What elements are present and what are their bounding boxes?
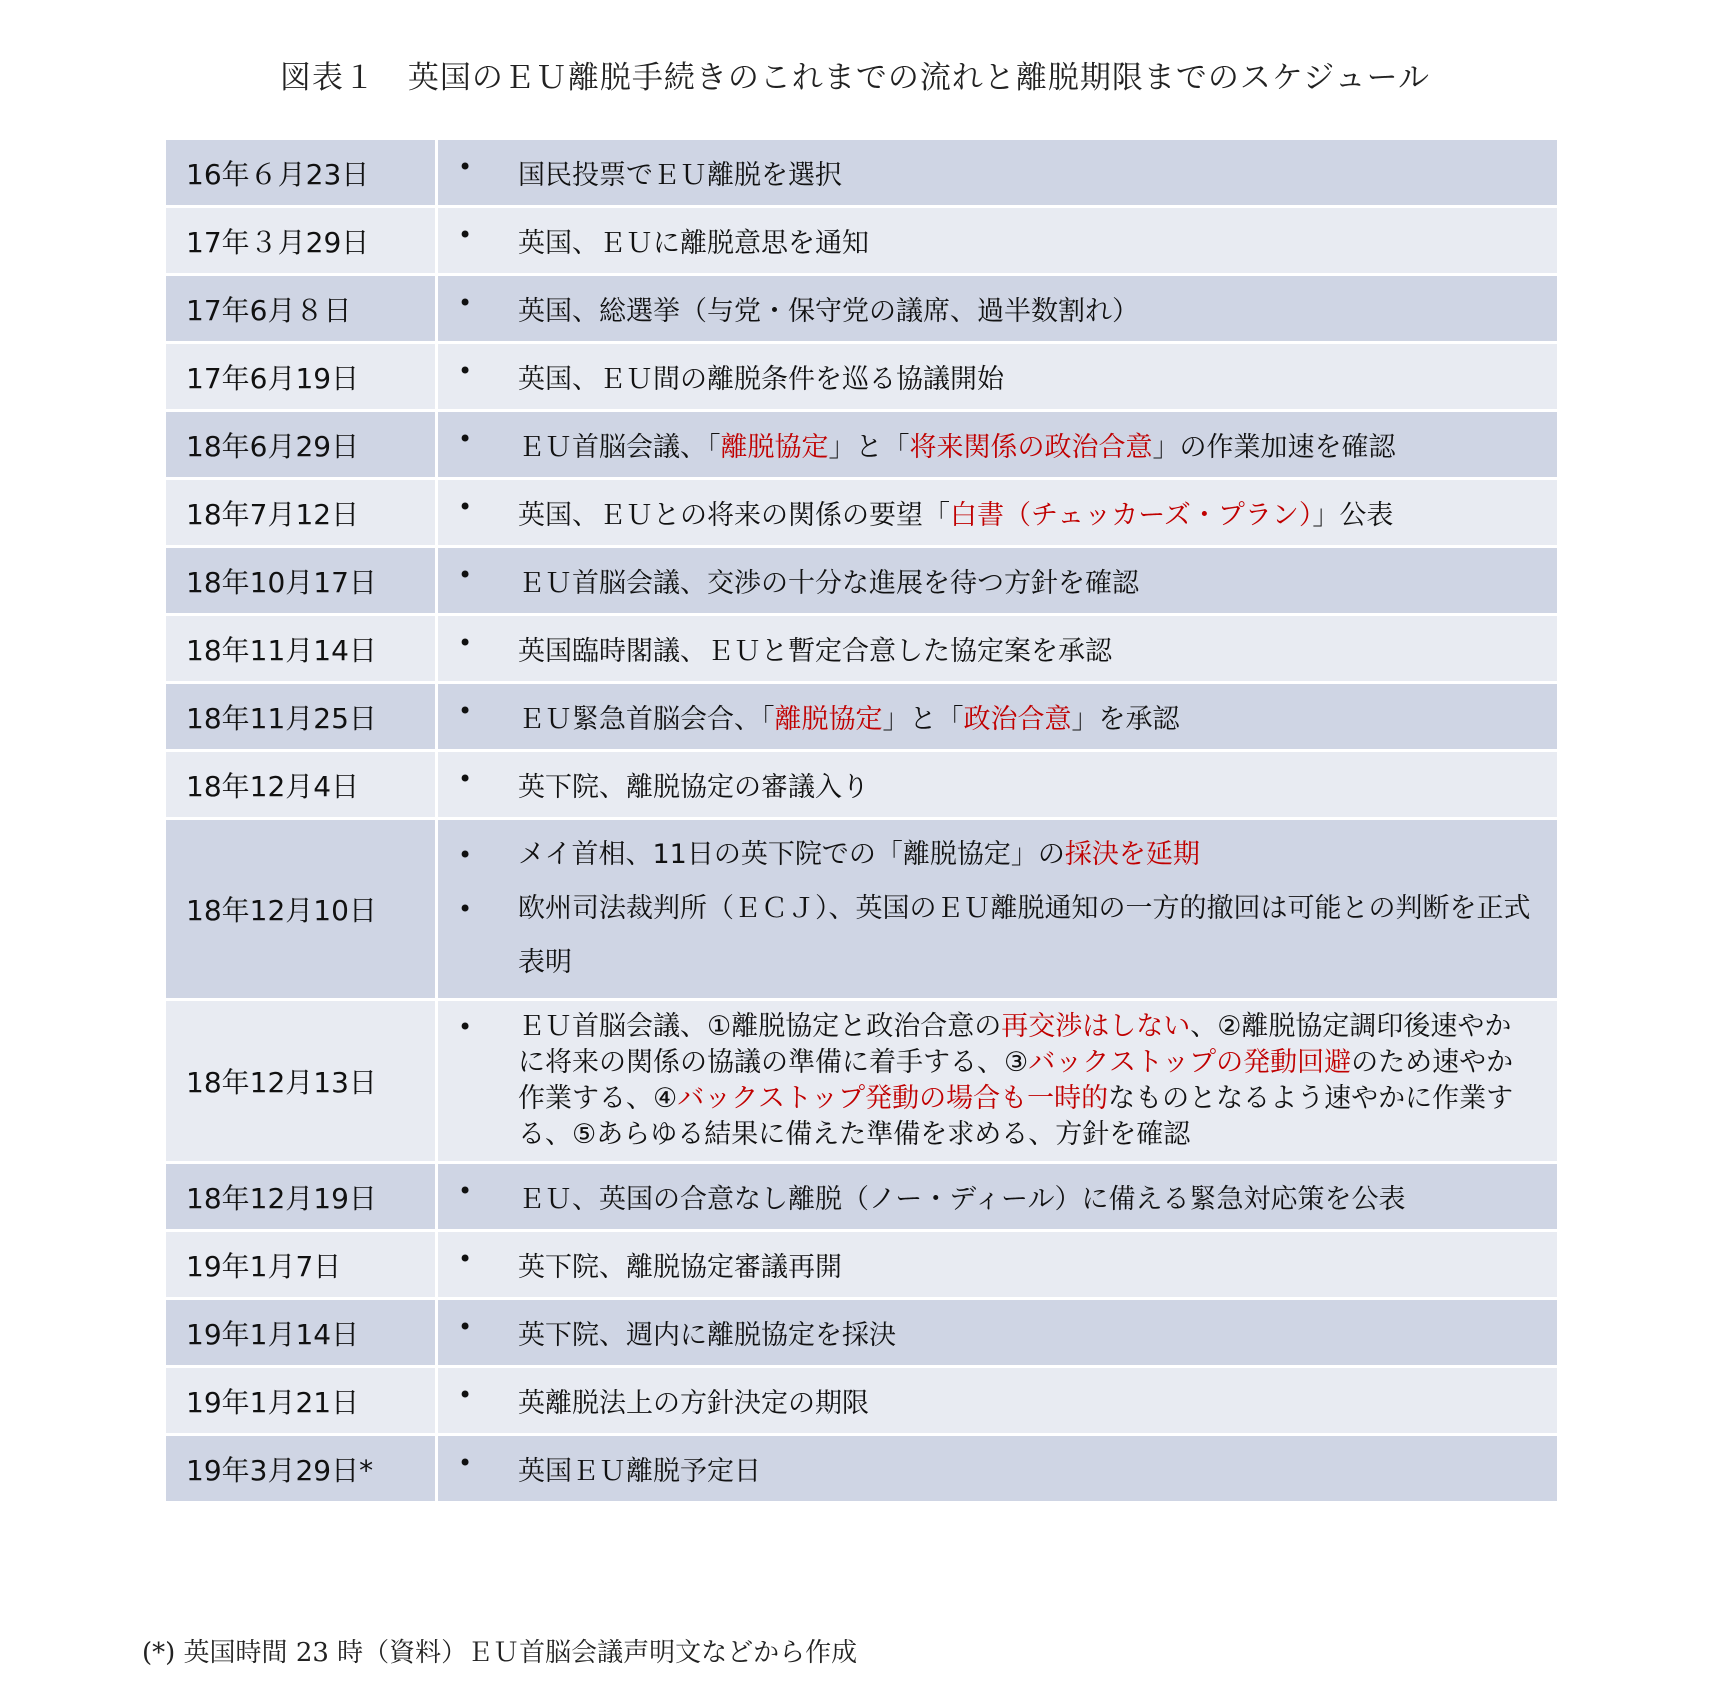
bullet-icon: • <box>458 841 473 869</box>
row-date: 17年6月19日 <box>165 343 437 411</box>
bullet-icon: • <box>458 765 473 793</box>
highlight-text: 離脱協定 <box>720 432 829 463</box>
bullet-icon: • <box>458 1177 473 1205</box>
item-text <box>518 1313 1537 1352</box>
text-segment: メイ首相、11日の英下院での「離脱協定」の <box>518 839 1065 870</box>
table-row <box>165 547 1559 615</box>
bullet-icon: • <box>458 289 473 317</box>
text-segment: 」を承認 <box>1071 704 1180 735</box>
row-date: 18年12月4日 <box>165 751 437 819</box>
list-item <box>438 221 1537 260</box>
item-text <box>518 357 1537 396</box>
text-segment: のため速やか作業する、④ <box>518 1047 1514 1114</box>
footnote: (*) 英国時間 23 時（資料）ＥＵ首脳会議声明文などから作成 <box>142 1638 858 1668</box>
list-item <box>438 561 1537 600</box>
highlight-text: 離脱協定 <box>774 704 883 735</box>
row-description <box>437 275 1559 343</box>
text-segment: 英国、ＥＵ間の離脱条件を巡る協議開始 <box>518 364 1004 395</box>
text-segment: ＥＵ緊急首脳会合、「 <box>518 704 775 735</box>
bullet-icon: • <box>458 357 473 385</box>
row-description <box>437 207 1559 275</box>
timeline-body <box>165 139 1559 1503</box>
table-row <box>165 751 1559 819</box>
item-text <box>518 697 1537 736</box>
row-description <box>437 615 1559 683</box>
row-date: 19年1月21日 <box>165 1367 437 1435</box>
row-description <box>437 411 1559 479</box>
item-text <box>518 882 1537 990</box>
list-item <box>438 153 1537 192</box>
bullet-icon: • <box>458 1313 473 1341</box>
row-description <box>437 139 1559 207</box>
row-description <box>437 683 1559 751</box>
bullet-icon: • <box>458 1449 473 1477</box>
bullet-icon: • <box>458 221 473 249</box>
table-row <box>165 1000 1559 1163</box>
row-date: 18年12月10日 <box>165 819 437 1000</box>
table-row <box>165 1231 1559 1299</box>
highlight-text: 将来関係の政治合意 <box>909 432 1153 463</box>
bullet-icon: • <box>458 895 473 923</box>
row-description <box>437 1299 1559 1367</box>
timeline-table <box>163 137 1560 1504</box>
row-date: 19年1月7日 <box>165 1231 437 1299</box>
row-description <box>437 547 1559 615</box>
table-row <box>165 819 1559 1000</box>
text-segment: 英下院、週内に離脱協定を採決 <box>518 1320 896 1351</box>
text-segment: 」公表 <box>1312 500 1394 531</box>
highlight-text: バックストップの発動回避 <box>1028 1047 1352 1078</box>
item-text <box>518 1381 1537 1420</box>
row-date: 18年7月12日 <box>165 479 437 547</box>
item-text <box>518 493 1537 532</box>
item-text <box>518 765 1537 804</box>
list-item <box>438 1381 1537 1420</box>
row-date: 18年12月19日 <box>165 1163 437 1231</box>
bullet-icon: • <box>458 1013 473 1041</box>
bullet-icon: • <box>458 493 473 521</box>
text-segment: 、②離脱協定調印後速やかに将来の関係の協議の準備に着手する、③ <box>518 1011 1512 1078</box>
text-segment: 英国、ＥＵとの将来の関係の要望「 <box>518 500 950 531</box>
text-segment: 英国、総選挙（与党・保守党の議席、過半数割れ） <box>518 296 1139 327</box>
list-item <box>438 828 1537 882</box>
highlight-text: 採決を延期 <box>1064 839 1200 870</box>
bullet-icon: • <box>458 561 473 589</box>
text-segment: ＥＵ首脳会議、①離脱協定と政治合意の <box>518 1011 1002 1042</box>
row-date: 18年12月13日 <box>165 1000 437 1163</box>
text-segment: ＥＵ首脳会議、「 <box>518 432 721 463</box>
row-date: 17年３月29日 <box>165 207 437 275</box>
figure-title: 図表１ 英国のＥＵ離脱手続きのこれまでの流れと離脱期限までのスケジュール <box>279 60 1431 96</box>
bullet-icon: • <box>458 1245 473 1273</box>
table-row <box>165 275 1559 343</box>
item-text <box>518 153 1537 192</box>
list-item <box>438 629 1537 668</box>
highlight-text: 政治合意 <box>963 704 1072 735</box>
list-item <box>438 493 1537 532</box>
table-row <box>165 1435 1559 1503</box>
row-description <box>437 1435 1559 1503</box>
row-description <box>437 819 1559 1000</box>
list-item <box>438 1449 1537 1488</box>
row-date: 18年11月14日 <box>165 615 437 683</box>
item-text <box>518 561 1537 600</box>
text-segment: 英国ＥＵ離脱予定日 <box>518 1456 761 1487</box>
table-row <box>165 683 1559 751</box>
row-description <box>437 1231 1559 1299</box>
table-row <box>165 411 1559 479</box>
text-segment: 英離脱法上の方針決定の期限 <box>518 1388 869 1419</box>
row-date: 18年10月17日 <box>165 547 437 615</box>
row-date: 18年6月29日 <box>165 411 437 479</box>
text-segment: 英下院、離脱協定の審議入り <box>518 772 869 803</box>
list-item <box>438 357 1537 396</box>
highlight-text: バックストップ発動の場合も一時的 <box>677 1083 1109 1114</box>
list-item <box>438 425 1537 464</box>
bullet-icon: • <box>458 1381 473 1409</box>
table-row <box>165 139 1559 207</box>
bullet-icon: • <box>458 425 473 453</box>
list-item <box>438 289 1537 328</box>
row-description <box>437 343 1559 411</box>
table-row <box>165 615 1559 683</box>
list-item <box>438 882 1537 990</box>
table-row <box>165 207 1559 275</box>
list-item <box>438 1009 1537 1153</box>
table-row <box>165 1367 1559 1435</box>
bullet-icon: • <box>458 153 473 181</box>
text-segment: 欧州司法裁判所（ＥＣＪ）、英国のＥＵ離脱通知の一方的撤回は可能との判断を正式表明 <box>518 893 1531 978</box>
highlight-text: 再交渉はしない <box>1001 1011 1191 1042</box>
text-segment: 英国、ＥＵに離脱意思を通知 <box>518 228 869 259</box>
bullet-icon: • <box>458 697 473 725</box>
item-text <box>518 1449 1537 1488</box>
row-date: 18年11月25日 <box>165 683 437 751</box>
table-row <box>165 479 1559 547</box>
text-segment: 」と「 <box>828 432 910 463</box>
text-segment: 国民投票でＥＵ離脱を選択 <box>518 160 842 191</box>
highlight-text: 白書（チェッカーズ・プラン） <box>950 500 1313 531</box>
item-text <box>518 629 1537 668</box>
table-row <box>165 343 1559 411</box>
text-segment: 」と「 <box>882 704 964 735</box>
item-text <box>518 828 1537 882</box>
row-description <box>437 1163 1559 1231</box>
item-text <box>518 1177 1537 1216</box>
row-description <box>437 479 1559 547</box>
list-item <box>438 697 1537 736</box>
row-date: 16年６月23日 <box>165 139 437 207</box>
item-text <box>518 1009 1537 1153</box>
item-text <box>518 1245 1537 1284</box>
text-segment: ＥＵ、英国の合意なし離脱（ノー・ディール）に備える緊急対応策を公表 <box>518 1184 1406 1215</box>
text-segment: 英国臨時閣議、ＥＵと暫定合意した協定案を承認 <box>518 636 1112 667</box>
table-row <box>165 1299 1559 1367</box>
text-segment: ＥＵ首脳会議、交渉の十分な進展を待つ方針を確認 <box>518 568 1139 599</box>
text-segment: 」の作業加速を確認 <box>1152 432 1396 463</box>
list-item <box>438 1313 1537 1352</box>
item-text <box>518 289 1537 328</box>
list-item <box>438 1245 1537 1284</box>
row-date: 17年6月８日 <box>165 275 437 343</box>
list-item <box>438 765 1537 804</box>
row-date: 19年1月14日 <box>165 1299 437 1367</box>
row-description <box>437 1367 1559 1435</box>
row-description <box>437 751 1559 819</box>
text-segment: 英下院、離脱協定審議再開 <box>518 1252 842 1283</box>
row-description <box>437 1000 1559 1163</box>
bullet-icon: • <box>458 629 473 657</box>
row-date: 19年3月29日* <box>165 1435 437 1503</box>
item-text <box>518 221 1537 260</box>
item-text <box>518 425 1537 464</box>
list-item <box>438 1177 1537 1216</box>
table-row <box>165 1163 1559 1231</box>
text-segment: なものとなるよう速やかに作業する、⑤あらゆる結果に備えた準備を求める、方針を確認 <box>518 1083 1514 1150</box>
